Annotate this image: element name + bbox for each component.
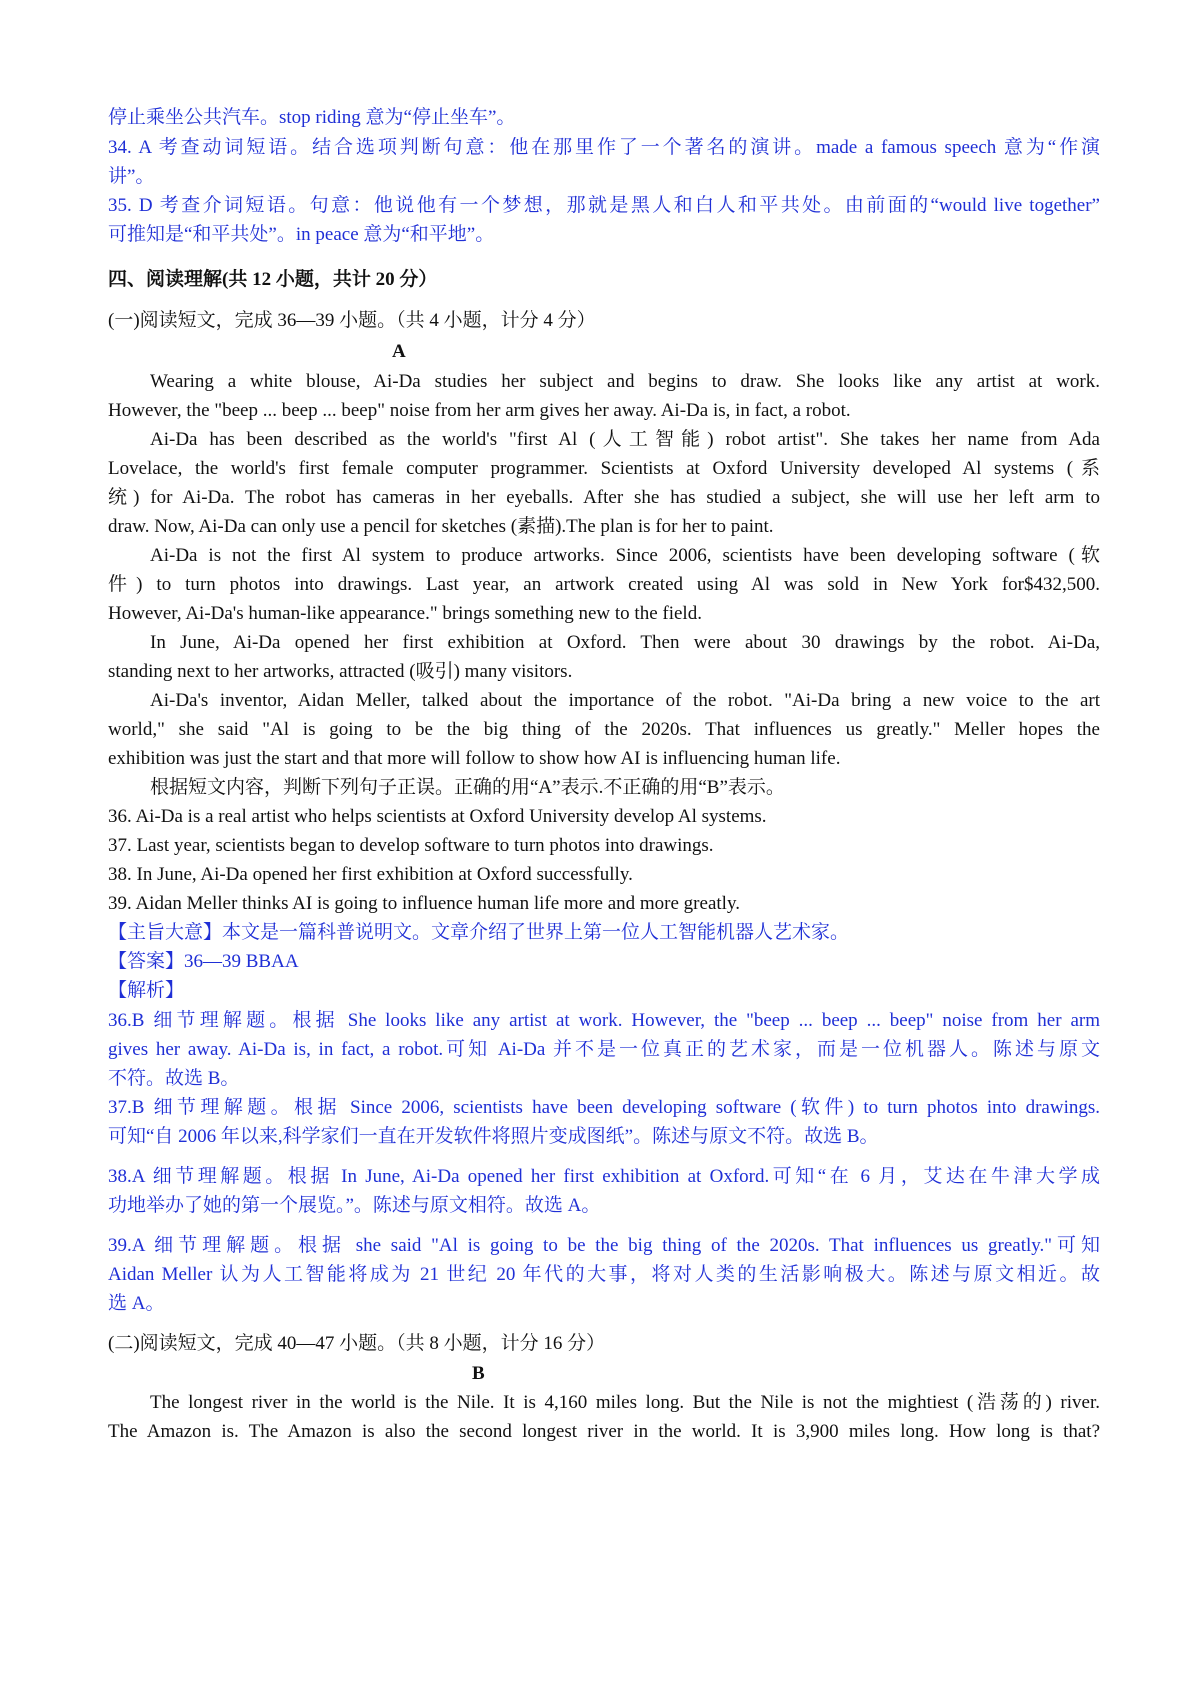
passage-a-label: A	[392, 341, 406, 362]
question-item: 37. Last year, scientists began to develop software to turn photos into drawings.	[108, 835, 714, 856]
answer-key: 【答案】36—39 BBAA	[108, 951, 299, 972]
passage-line: The longest river in the world is the Nile. It is 4,160 miles long. But the Nile is not the mightiest (浩荡的) river.	[150, 1392, 1100, 1413]
passage-line: However, the "beep ... beep ... beep" noise from her arm gives her away. Ai-Da is, in fact, a robot.	[108, 400, 851, 421]
passage-line: Lovelace, the world's first female computer programmer. Scientists at Oxford University developed Al systems (系	[108, 458, 1100, 479]
passage-line: standing next to her artworks, attracted (吸引) many visitors.	[108, 661, 573, 682]
part2-instruction: (二)阅读短文，完成 40—47 小题。（共 8 小题，计分 16 分）	[108, 1333, 606, 1354]
explanation-line: 可推知是“和平共处”。in peace 意为“和平地”。	[108, 224, 495, 245]
passage-line: The Amazon is. The Amazon is also the second longest river in the world. It is 3,900 miles long. How long is that?	[108, 1421, 1100, 1442]
main-idea: 【主旨大意】本文是一篇科普说明文。文章介绍了世界上第一位人工智能机器人艺术家。	[108, 922, 850, 943]
passage-line: 件) to turn photos into drawings. Last year, an artwork created using Al was sold in New York for$432,500.	[108, 574, 1100, 595]
passage-line: However, Ai-Da's human-like appearance." brings something new to the field.	[108, 603, 702, 624]
analysis-line: 不符。故选 B。	[108, 1068, 240, 1089]
analysis-line: Aidan Meller 认为人工智能将成为 21 世纪 20 年代的大事，将对人类的生活影响极大。陈述与原文相近。故	[108, 1264, 1100, 1285]
passage-line: 统) for Ai-Da. The robot has cameras in her eyeballs. After she has studied a subject, she will use her left arm to	[108, 487, 1100, 508]
section-title: 四、阅读理解(共 12 小题，共计 20 分）	[108, 269, 438, 290]
passage-line: exhibition was just the start and that more will follow to show how AI is influencing human life.	[108, 748, 841, 769]
passage-line: Ai-Da's inventor, Aidan Meller, talked about the importance of the robot. "Ai-Da bring a new voice to the art	[150, 690, 1100, 711]
part1-instruction: (一)阅读短文，完成 36—39 小题。（共 4 小题，计分 4 分）	[108, 310, 596, 331]
analysis-title: 【解析】	[108, 980, 185, 1001]
explanation-line: 讲”。	[108, 166, 155, 187]
explanation-line: 34. A 考查动词短语。结合选项判断句意：他在那里作了一个著名的演讲。made a famous speech 意为“作演	[108, 137, 1100, 158]
analysis-line: 选 A。	[108, 1293, 165, 1314]
passage-line: Wearing a white blouse, Ai-Da studies her subject and begins to draw. She looks like any artist at work.	[150, 371, 1100, 392]
analysis-line: gives her away. Ai-Da is, in fact, a robot.可知 Ai-Da 并不是一位真正的艺术家，而是一位机器人。陈述与原文	[108, 1039, 1100, 1060]
question-item: 38. In June, Ai-Da opened her first exhibition at Oxford successfully.	[108, 864, 633, 885]
analysis-line: 37.B 细节理解题。根据 Since 2006, scientists have been developing software (软件) to turn photos into drawings.	[108, 1097, 1100, 1118]
question-item: 36. Ai-Da is a real artist who helps scientists at Oxford University develop Al systems.	[108, 806, 767, 827]
passage-instruction: 根据短文内容，判断下列句子正误。正确的用“A”表示.不正确的用“B”表示。	[150, 777, 785, 798]
passage-line: world," she said "Al is going to be the big thing of the 2020s. That influences us greatly." Meller hopes the	[108, 719, 1100, 740]
analysis-line: 39.A 细节理解题。根据 she said "Al is going to be the big thing of the 2020s. That influences us greatly."可知	[108, 1235, 1100, 1256]
passage-line: Ai-Da has been described as the world's "first Al (人工智能) robot artist". She takes her name from Ada	[150, 429, 1100, 450]
passage-line: draw. Now, Ai-Da can only use a pencil for sketches (素描).The plan is for her to paint.	[108, 516, 774, 537]
analysis-line: 可知“自 2006 年以来,科学家们一直在开发软件将照片变成图纸”。陈述与原文不符。故选 B。	[108, 1126, 879, 1147]
passage-line: In June, Ai-Da opened her first exhibition at Oxford. Then were about 30 drawings by the robot. Ai-Da,	[150, 632, 1100, 653]
analysis-line: 功地举办了她的第一个展览。”。陈述与原文相符。故选 A。	[108, 1195, 601, 1216]
explanation-line: 35. D 考查介词短语。句意：他说他有一个梦想，那就是黑人和白人和平共处。由前面的“would live together”	[108, 195, 1100, 216]
analysis-line: 36.B 细节理解题。根据 She looks like any artist at work. However, the "beep ... beep ... beep" noise from her arm	[108, 1010, 1100, 1031]
explanation-line: 停止乘坐公共汽车。stop riding 意为“停止坐车”。	[108, 107, 516, 128]
analysis-line: 38.A 细节理解题。根据 In June, Ai-Da opened her first exhibition at Oxford.可知“在 6 月，艾达在牛津大学成	[108, 1166, 1100, 1187]
question-item: 39. Aidan Meller thinks AI is going to influence human life more and more greatly.	[108, 893, 740, 914]
passage-b-label: B	[472, 1363, 485, 1384]
passage-line: Ai-Da is not the first Al system to produce artworks. Since 2006, scientists have been developing software (软	[150, 545, 1100, 566]
